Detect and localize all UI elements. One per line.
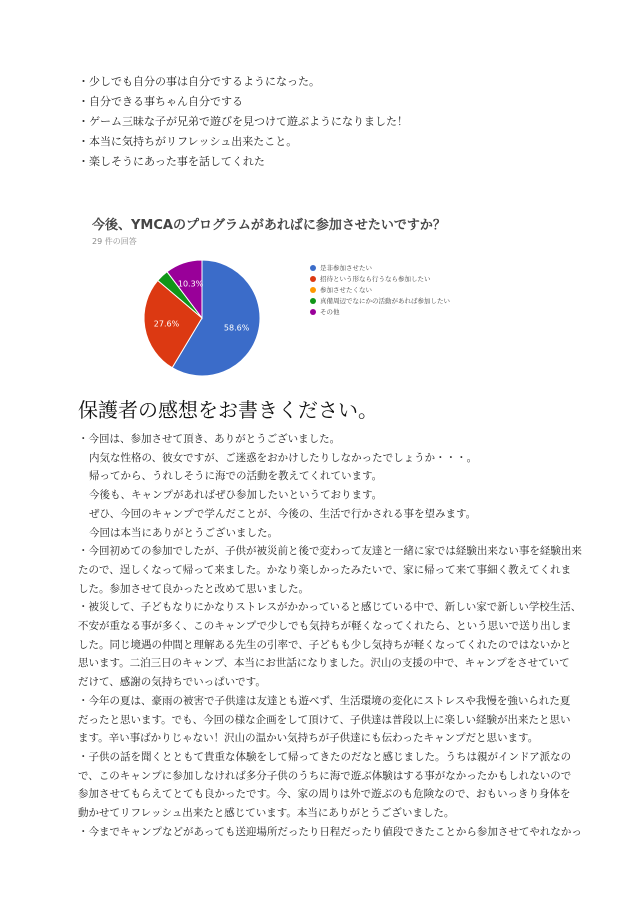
legend-item	[310, 275, 450, 283]
legend-item	[310, 286, 450, 294]
answer-item: ・本当に気持ちがリフレッシュ出来たこと。	[78, 135, 298, 148]
legend-swatch	[310, 298, 316, 304]
legend-item	[310, 308, 450, 316]
legend-label: 参加させたくない	[320, 286, 372, 294]
legend-label: 招待という形なら行うなら参加したい	[320, 275, 431, 283]
legend-swatch	[310, 276, 316, 282]
comment-line: 今後も、キャンプがあればぜひ参加したいというております。	[89, 489, 383, 502]
comment-line: ます。辛い事ばかりじゃない！沢山の温かい気持ちが子供達にも伝わったキャンプだと思います。	[78, 732, 539, 745]
comment-line: ・被災して、子どもなりにかなりストレスがかかっていると感じている中で、新しい家で新しい学校生活、	[78, 601, 582, 614]
slice-label: 27.6%	[153, 319, 180, 329]
comment-line: ・今までキャンプなどがあっても送迎場所だったり日程だったり値段できたことから参加させてやれなかっ	[78, 825, 582, 838]
comment-line: した。参加させて良かったと改めて思いました。	[78, 582, 309, 595]
legend-swatch	[310, 265, 316, 271]
legend-item	[310, 264, 450, 272]
response-count: 29 件の回答	[92, 237, 137, 246]
comment-line: した。同じ境遇の仲間と理解ある先生の引率で、子どもも少し気持ちが軽くなってくれたのではないかと	[78, 638, 572, 651]
comment-line: 不安が重なる事が多く、このキャンプで少しでも気持ちが軽くなってくれたら、という思いで送り出しま	[78, 620, 572, 633]
chart-legend	[310, 264, 450, 319]
comment-line: ・今回は、参加させて頂き、ありがとうございました。	[78, 433, 341, 445]
pie-chart-svg	[142, 258, 262, 378]
parent-comments	[78, 430, 598, 841]
comment-line: で、このキャンプに参加しなければ多分子供のうちに海で遊ぶ体験はする事がなかったかもしれないので	[78, 769, 572, 782]
answer-list	[78, 72, 598, 172]
comment-line: 帰ってから、うれしそうに海での活動を教えてくれています。	[89, 470, 383, 483]
comment-line: 参加させてもらえてとても良かったです。今、家の周りは外で遊ぶのも危険なので、おもいっきり身体を	[78, 788, 571, 801]
comment-line: 動かせてリフレッシュ出来たと感じています。本当にありがとうございました。	[78, 807, 455, 820]
comment-line: ・今回初めての参加でしたが、子供が被災前と後で変わって友達と一緒に家では経験出来ない事を経験出来	[78, 545, 582, 558]
answer-item: ・ゲーム三昧な子が兄弟で遊びを見つけて遊ぶようになりました！	[78, 115, 408, 128]
comment-line: 今回は本当にありがとうございました。	[89, 526, 278, 539]
comment-line: ・子供の話を聞くとともて貴重な体験をして帰ってきたのだなと感じました。うちは親がインドア派なの	[78, 750, 572, 763]
answer-item: ・少しでも自分の事は自分でするようになった。	[78, 75, 320, 88]
legend-item	[310, 297, 450, 305]
answer-item: ・楽しそうにあった事を話してくれた	[78, 155, 265, 168]
section-heading: 保護者の感想をお書きください。	[78, 398, 378, 422]
comment-line: だったと思います。でも、今回の様な企画をして頂けて、子供達は普段以上に楽しい経験が出来たと思い	[78, 713, 571, 726]
comment-line: だけて、感謝の気持ちでいっぱいです。	[78, 676, 266, 689]
legend-label: 真備周辺でなにかの活動があれば参加したい	[320, 297, 450, 305]
legend-label: その他	[320, 308, 340, 316]
comment-line: 思います。二泊三日のキャンプ、本当にお世話になりました。沢山の支援の中で、キャンプをさせていて	[78, 657, 570, 670]
pie-chart	[142, 258, 262, 378]
legend-swatch	[310, 287, 316, 293]
slice-label: 58.6%	[223, 323, 250, 333]
legend-label: 是非参加させたい	[320, 264, 372, 272]
legend-swatch	[310, 309, 316, 315]
comment-line: ・今年の夏は、豪雨の被害で子供達は友達とも遊べず、生活環境の変化にストレスや我慢を強いられた夏	[78, 694, 571, 707]
survey-chart-card	[86, 204, 466, 382]
comment-line: たので、逞しくなって帰って来ました。かなり楽しかったみたいで、家に帰って来て事細く教えてくれま	[78, 563, 572, 576]
comment-line: 内気な性格の、彼女ですが、ご迷惑をおかけしたりしなかったでしょうか・・・。	[89, 451, 478, 464]
survey-question: 今後、YMCAのプログラムがあればに参加させたいですか？	[92, 218, 446, 233]
answer-item: ・自分できる事ちゃん自分でする	[78, 95, 243, 108]
slice-label: 10.3%	[177, 279, 204, 289]
comment-line: ぜひ、今回のキャンプで学んだことが、今後の、生活で行かされる事を望みます。	[89, 507, 477, 520]
